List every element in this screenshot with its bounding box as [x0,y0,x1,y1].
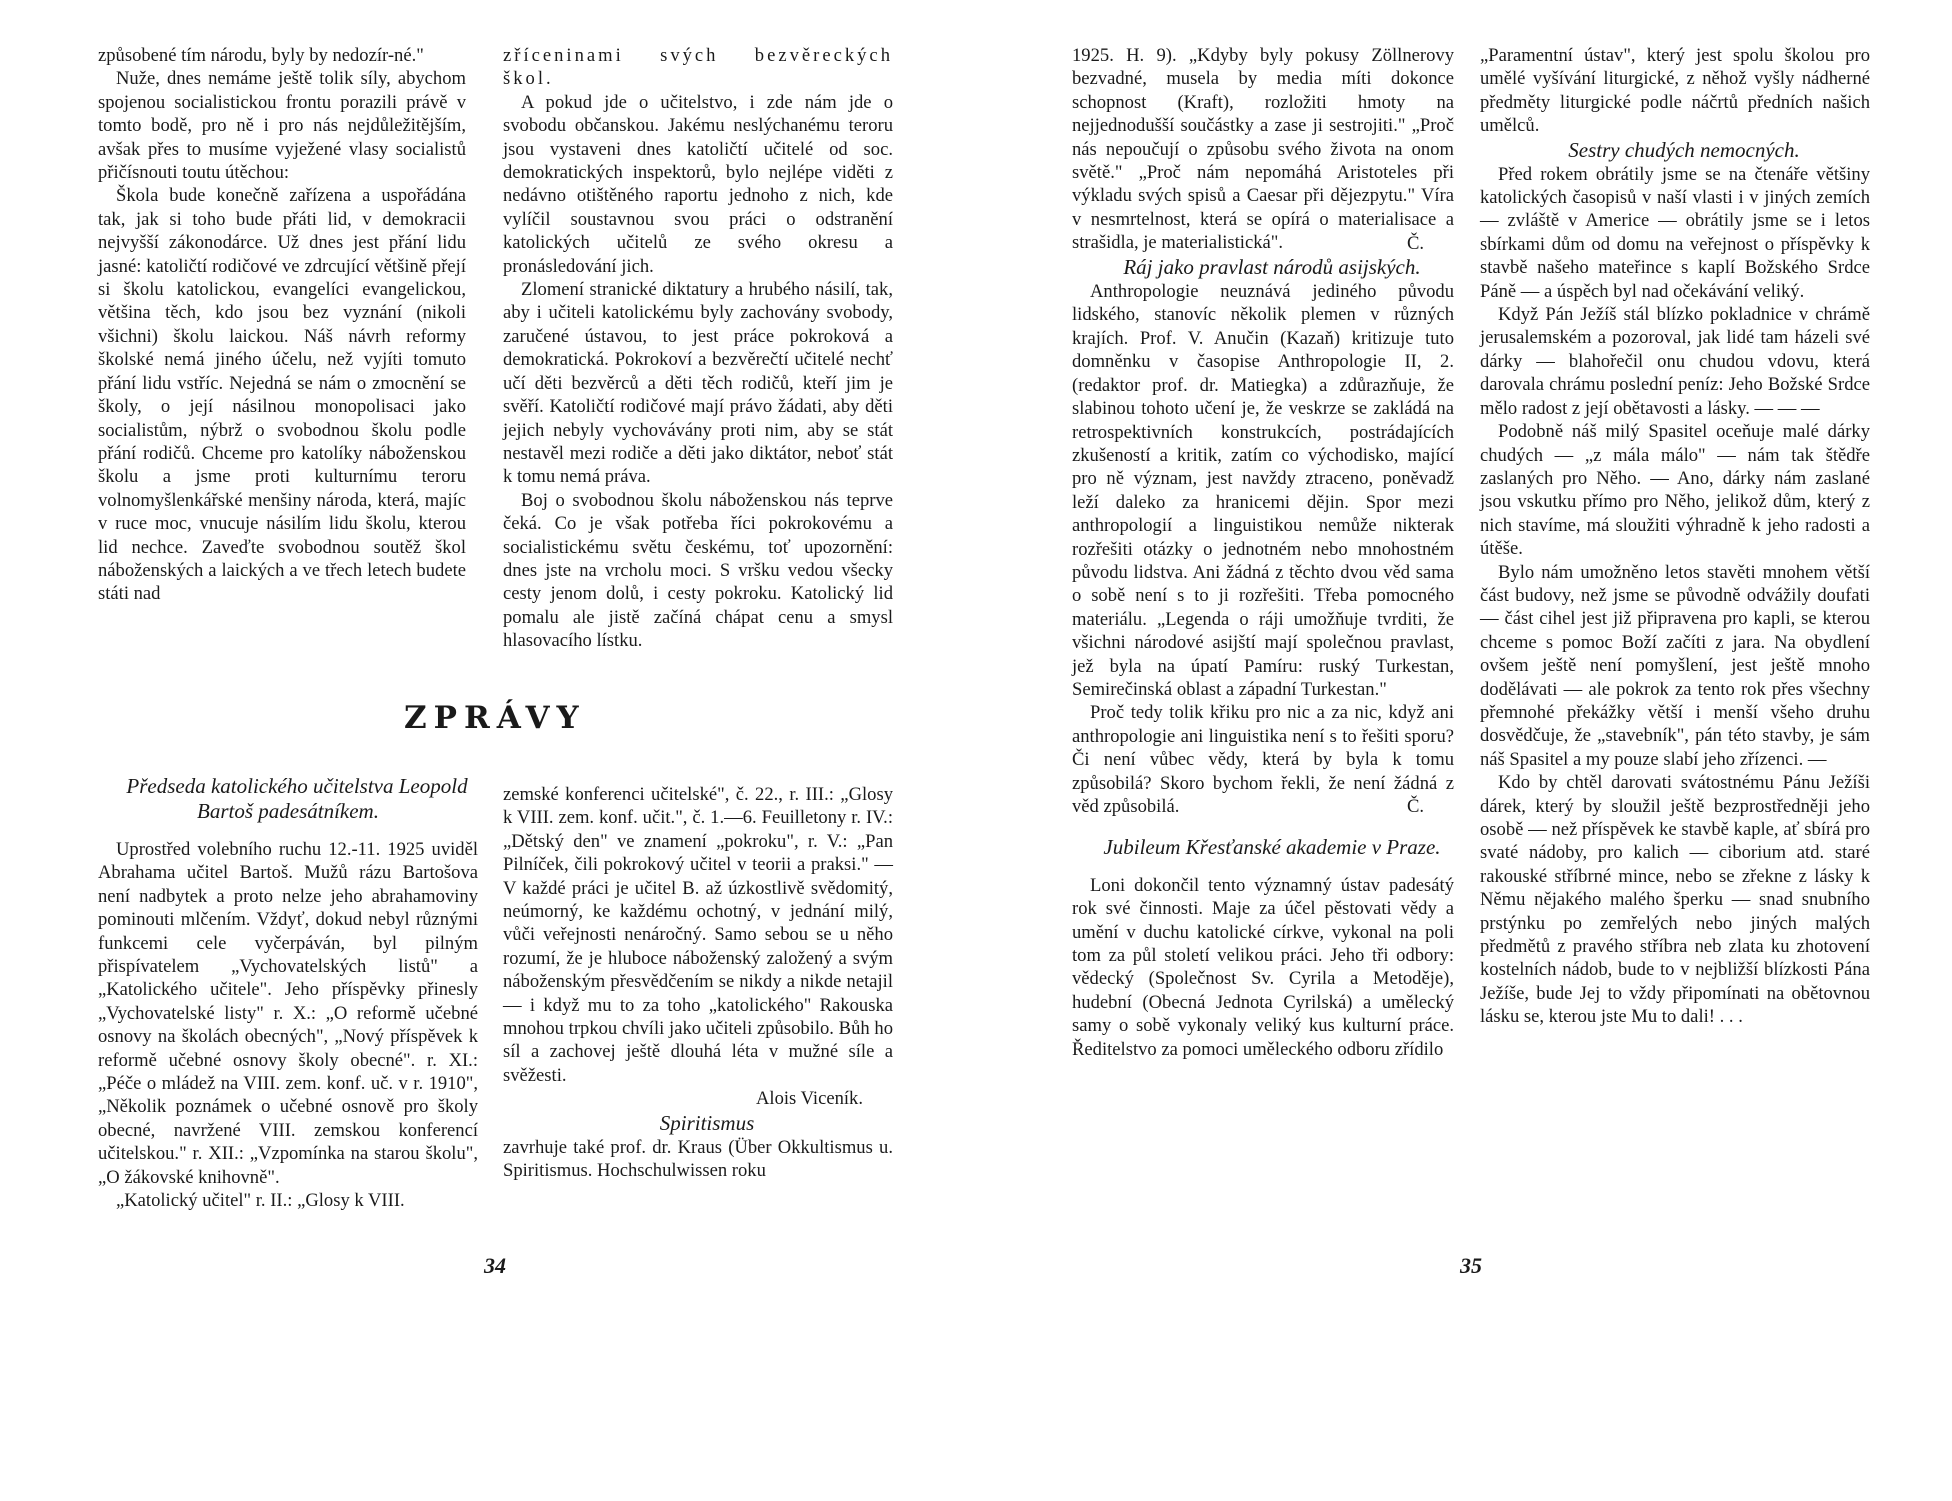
left-page-column-4 [503,783,893,1183]
paragraph: A pokud jde o učitelstvo, i zde nám jde o svobodu občanskou. Jakému neslýchanému teroru jsou vystaveni dnes katoličtí učitelé od soc. demokratických inspektorů, bylo nejlépe viděti z nedávno otištěného raportu jednoho z nich, kde vylíčil soustavnou svou práci o odstranění katolických učitelů ze svého okresu a pronásledování jich. [503,91,893,277]
paragraph: zavrhuje také prof. dr. Kraus (Über Okkultismus u. Spiritismus. Hochschulwissen roku [503,1136,893,1182]
paragraph: Zlomení stranické diktatury a hrubého násilí, tak, aby i učiteli katolickému byly zachovány svobody, zaručené ústavou, to jest práce pokroková a demokratická. Pokrokoví a bezvěrečtí učitelé nechť učí děti bezvěrců a děti těch rodičů, kteří jim je svěří. Katoličtí rodičové mají právo žádati, aby děti jejich nebyly vychovávány proti nim, aby se stát nestavěl mezi rodiče a děti jako diktátor, neboť stát k tomu nemá práva. [503,279,893,488]
paragraph: Škola bude konečně zařízena a uspořádána tak, jak si toho bude přáti lid, v demokracii nejvyšší zákonodárce. Už dnes jest přání lidu jasné: katoličtí rodičové ve zdrcující většině přejí si školu katolickou, evangelíci evangelickou, většina těch, kdo jsou bez vyznání (nikoli všichni) školu laickou. Náš návrh reformy školské nemá jiného účelu, než vyjíti tomuto přání lidu vstříc. Nejedná se nám o zmocnění se školy, o její násilnou monopolisaci jako socialistům, nýbrž o svobodnou školu podle přání rodičů. Chceme pro katolíky náboženskou školu a jsme proti kulturnímu teroru volnomyšlenkářské menšiny národa, která, majíc v ruce moc, vnucuje násilím lidu školu, kterou lid nechce. Zaveďte svobodnou soutěž škol náboženských a laických a ve třech letech budete státi nad [98,185,466,605]
signature: Č. [1406,232,1424,254]
paragraph: Nuže, dnes nemáme ještě tolik síly, abychom spojenou socialistickou frontu porazili právě v tomto bodě, pro ně i pro nás nejdůležitějším, avšak přes to musíme vyježené vlasy socialistů přičísnouti toutu útěchou: [98,68,466,184]
left-page-column-3 [98,758,478,1213]
page-number: 34 [484,1253,506,1278]
paragraph: zemské konferenci učitelské", č. 22., r. III.: „Glosy k VIII. zem. konf. učit.", č. 1.—6. Feuilletony r. IV.: „Dětský den" ve znamení „pokroku", r. V.: „Pan Pilníček, čili pokrokový učitel v teorii a praksi." — V každé práci je učitel B. až úzkostlivě svědomitý, neúmorný, ke každému ochotný, v jednání milý, vůči veřejnosti nenáročný. Samo sebou se u něho rozumí, že je hluboce náboženský založený a svým náboženským přesvědčením se nikdy a nikde netajil — i když mu to za toho „katolického" Rakouska mnohou trpkou chvíli jako učiteli způsobilo. Bůh ho síl a zachovej ještě dlouhá léta v mužné síle a svěžesti. [503,784,893,1086]
right-page-column-2 [1480,44,1870,1029]
left-page-column-2 [503,44,893,653]
article-heading: Ráj jako pravlast národů asijských. [1123,255,1421,280]
paragraph: Podobně náš milý Spasitel oceňuje malé dárky chudých — „z mála málo" — nám tak štědře zaslaných pro Něho. — Ano, dárky nám zaslané jsou vskutku přímo pro Něho, jelikož dům, který z nich stavíme, má sloužiti výhradně k jeho radosti a útěše. [1480,421,1870,560]
paragraph: Kdo by chtěl darovati svátostnému Pánu Ježíši dárek, který by sloužil ještě bezprostředněji jeho osobě — než příspěvek ke stavbě kaple, ať sbírá pro svaté nádoby, pro kalich — ciborium atd. staré rakouské stříbrné mince, nebo se zřekne z lásky k Němu nějakého malého šperku — snad snubního prstýnku po zemřelých nebo jiných malých předmětů z pravého stříbra neb zlata ku zhotovení kostelních nádob, bude to v nejbližší blízkosti Pána Ježíše, bude Jej to vždy připomínati na obětovnou lásku se, kterou jste Mu to dali! . . . [1480,772,1870,1028]
article-heading: Sestry chudých nemocných. [1568,137,1800,162]
right-page-column-1 [1072,44,1454,1061]
article-heading: Jubileum Křesťanské akademie v Praze. [1103,834,1441,859]
left-page-column-1 [98,44,466,606]
paragraph: Před rokem obrátily jsme se na čtenáře většiny katolických časopisů v naší vlasti i v jiných zemích — zvláště v Americe — obrátily jsme se i letos sbírkami dům od domu na veřejnost o příspěvky k stavbě našeho mateřince s kaplí Božského Srdce Páně — a úspěch byl nad očekávání veliký. [1480,163,1870,302]
paragraph: Proč tedy tolik křiku pro nic a za nic, když ani anthropologie ani linguistika není s to řešiti sporu? Či není vůbec vědy, která by byla k tomu způsobilá? Skoro bychom řekli, že není žádná z věd způsobilá. [1072,702,1454,817]
paragraph: způsobené tím národu, byly by nedozír-né." [98,45,424,66]
paragraph: „Katolický učitel" r. II.: „Glosy k VIII. [116,1190,405,1212]
paragraph: Anthropologie neuznává jediného původu lidského, stanovíc několik plemen v různých krajích. Prof. V. Anučin (Kazaň) kritizuje tuto domněnku v časopise Anthropologie II, 2. (redaktor prof. dr. Matiegka) a zdůrazňuje, že slabinou tohoto učení je, že veskrze se zakládá na retrospektivních konstrukcích, postrádajících zkušeností a kritik, zatím co východisko, mající pro ně význam, jest navždy ztraceno, poněvadž leží daleko za hranicemi dějin. Spor mezi anthropologií a linguistikou nemůže nikterak rozřešiti otázky o jednotném nebo mnohostném původu lidstva. Ani žádná z těchto dvou věd sama o sobě není s to ji rozřešiti. Třeba pomocného materiálu. „Legenda o ráji umožňuje tvrditi, že všichni národové asijští mají společnou pravlast, jež byla na úpatí Pamíru: ruský Turkestan, Semirečinská oblast a západní Turkestan." [1072,281,1454,700]
article-heading: Spiritismus [659,1110,755,1135]
signature: Č. [1406,796,1424,818]
paragraph: Boj o svobodnou školu náboženskou nás teprve čeká. Co je však potřeba říci pokrokovému a socialistickému světu českému, toť upozornění: dnes jste na vrcholu moci. S vršku vedou všecky cesty jenom dolů, i cesty pokroku. Katolický lid pomalu ale jistě začíná chápat cenu a smysl hlasovacího lístku. [503,489,893,652]
paragraph: Uprostřed volebního ruchu 12.-11. 1925 uviděl Abrahama učitel Bartoš. Mužů rázu Bartošova není nadbytek a proto nelze jeho abrahamoviny pominouti mlčením. Vždyť, dokud nebyl různými funkcemi cele vyčerpáván, byl pilným přispívatelem „Vychovatelských listů" a „Katolického učitele". Jeho příspěvky přinesly „Vychovatelské listy" r. X.: „O reformě učebné osnovy na školách obecných", „Nový příspěvek k reformě učebné osnovy školy obecné". r. XI.: „Péče o mládež na VIII. zem. konf. uč. v r. 1910", „Několik poznámek o učebné osnově pro školy obecné, navržené VIII. zemskou konferencí učitelskou." r. XII.: „Vzpomínka na starou školu", „O žákovské knihovně". [98,839,478,1188]
paragraph: „Paramentní ústav", který jest spolu školou pro umělé vyšívání liturgické, z něhož vyšly nádherné předměty liturgické podle náčrtů předních našich umělců. [1480,45,1870,137]
article-heading: Předseda katolického učitelstva Leopold Bartoš padesátníkem. [126,774,468,823]
page-number: 35 [1460,1253,1482,1278]
paragraph: zříceninami svých bezvěreckých škol. [503,45,893,90]
paragraph: Loni dokončil tento významný ústav padesátý rok své činnosti. Maje za účel pěstovati vědy a umění v duchu katolické církve, vykonal na poli tom za půl století velikou práci. Jeho tři odbory: vědecký (Společnost Sv. Cyrila a Metoděje), hudební (Obecná Jednota Cyrilská) a umělecký samy o sobě vykonaly veliký kus kulturní práce. Ředitelstvo za pomoci uměleckého odboru zřídilo [1072,874,1454,1060]
paragraph: Bylo nám umožněno letos stavěti mnohem větší část budovy, než jsme se původně odvážily doufati — část cihel jest již připravena pro kapli, se kterou chceme s pomoc Boží začíti z jara. Na obydlení ovšem ještě není pomyšlení, jest ještě mnoho dodělávati — ale pokrok za tento rok přes všechny přemnohé překážky větší i menší všeho druhu dosvědčuje, že „stavebník", pán této stavby, je sám náš Spasitel a my pouze slabí jeho zřízenci. — [1480,561,1870,770]
section-title: ZPRÁVY [404,700,586,736]
paragraph: 1925. H. 9). „Kdyby byly pokusy Zöllnerovy bezvadné, musela by media míti dokonce schopnost (Kraft), rozložiti hmoty na nejjednodušší součástky a zase ji sestrojiti." „Proč nás nepoučují o způsobu svého života na onom světě." „Proč nám nepomáhá Aristoteles při výkladu svých spisů a Caesar při dějezpytu." Víra v nesmrtelnost, která se opírá o materialisace a strašidla, je materialistická". [1072,45,1454,254]
signature: Alois Viceník. [756,1088,863,1110]
paragraph: Když Pán Ježíš stál blízko pokladnice v chrámě jerusalemském a pozoroval, jak lidé tam házeli své dárky — blahořečil onu chudou vdovu, která darovala chrámu poslední peníz: Jeho Božské Srdce mělo radost z její obětavosti a lásky. — — — [1480,304,1870,419]
